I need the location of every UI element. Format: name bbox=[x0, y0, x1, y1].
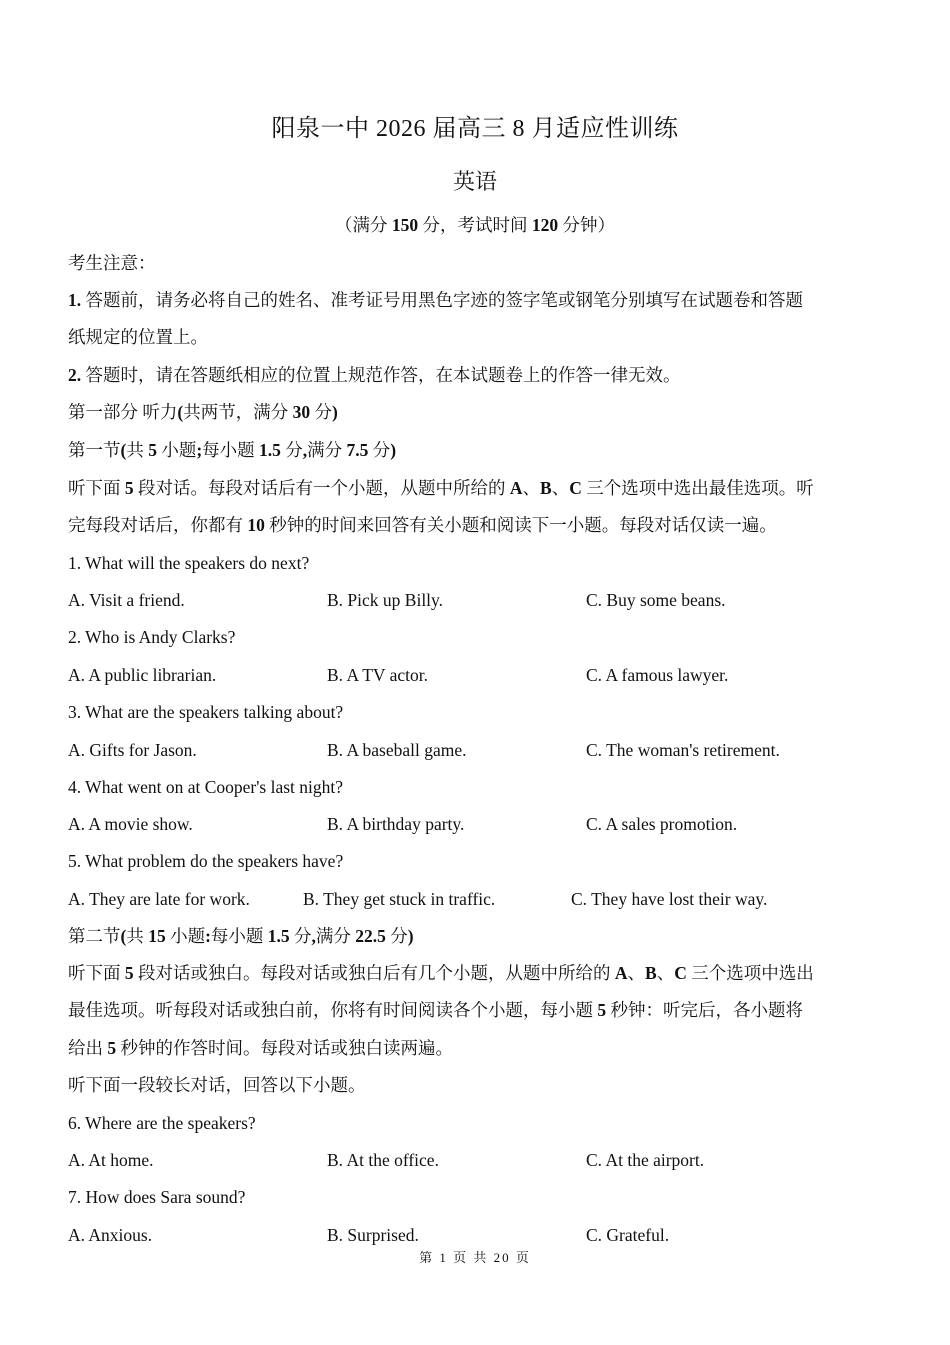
question-1: 1. What will the speakers do next? bbox=[68, 553, 310, 573]
question-5: 5. What problem do the speakers have? bbox=[68, 851, 344, 871]
question-4: 4. What went on at Cooper's last night? bbox=[68, 777, 344, 797]
q1-option-a: A. Visit a friend. bbox=[68, 590, 185, 610]
subject-title: 英语 bbox=[452, 169, 497, 194]
q2-option-b: B. A TV actor. bbox=[327, 665, 428, 685]
notice-item-1-cont: 纸规定的位置上。 bbox=[68, 327, 208, 347]
score-note-close: 分钟） bbox=[558, 215, 615, 235]
q6-option-c: C. At the airport. bbox=[586, 1150, 705, 1170]
question-7: 7. How does Sara sound? bbox=[68, 1187, 246, 1207]
section2-sub-instructions: 听下面一段较长对话，回答以下小题。 bbox=[68, 1075, 366, 1095]
q4-option-a: A. A movie show. bbox=[68, 814, 193, 834]
q1-option-c: C. Buy some beans. bbox=[586, 590, 726, 610]
score-note-open: （满分 bbox=[335, 215, 392, 235]
section1-instructions-line1: 听下面 5 段对话。每段对话后有一个小题，从题中所给的 A、B、C 三个选项中选出最佳选项。听 bbox=[68, 478, 814, 498]
q6-option-b: B. At the office. bbox=[327, 1150, 439, 1170]
notice-item-1 bbox=[68, 288, 803, 312]
q5-option-a: A. They are late for work. bbox=[68, 889, 250, 909]
full-score: 150 bbox=[391, 215, 419, 235]
score-note-mid: 分，考试时间 bbox=[418, 215, 532, 235]
page-footer: 第 1 页 共 20 页 bbox=[419, 1250, 531, 1265]
q5-option-b: B. They get stuck in traffic. bbox=[303, 889, 496, 909]
q4-option-c: C. A sales promotion. bbox=[586, 814, 738, 834]
section1-instructions-line2: 完每段对话后，你都有 10 秒钟的时间来回答有关小题和阅读下一小题。每段对话仅读一遍。 bbox=[68, 515, 777, 535]
part1-heading: 第一部分 听力(共两节，满分 30 分) bbox=[68, 402, 338, 422]
section2-heading: 第二节(共 15 小题:每小题 1.5 分,满分 22.5 分) bbox=[68, 926, 414, 946]
q3-option-c: C. The woman's retirement. bbox=[586, 740, 780, 760]
exam-minutes: 120 bbox=[531, 215, 559, 235]
q1-option-b: B. Pick up Billy. bbox=[327, 590, 444, 610]
section2-instructions-line3: 给出 5 秒钟的作答时间。每段对话或独白读两遍。 bbox=[68, 1038, 453, 1058]
q2-option-a: A. A public librarian. bbox=[68, 665, 217, 685]
q7-option-c: C. Grateful. bbox=[586, 1225, 670, 1245]
notice-heading: 考生注意： bbox=[68, 253, 156, 273]
q7-option-a: A. Anxious. bbox=[68, 1225, 153, 1245]
exam-title: 阳泉一中 2026 届高三 8 月适应性训练 bbox=[271, 116, 679, 142]
section2-instructions-line1: 听下面 5 段对话或独白。每段对话或独白后有几个小题，从题中所给的 A、B、C 三个选项中选出 bbox=[68, 963, 814, 983]
q5-option-c: C. They have lost their way. bbox=[571, 889, 768, 909]
q7-option-b: B. Surprised. bbox=[327, 1225, 419, 1245]
notice-item-1-number: 1. bbox=[68, 290, 82, 310]
q2-option-c: C. A famous lawyer. bbox=[586, 665, 729, 685]
section2-instructions-line2: 最佳选项。听每段对话或独白前，你将有时间阅读各个小题，每小题 5 秒钟：听完后，各小题将 bbox=[68, 1000, 803, 1020]
q4-option-b: B. A birthday party. bbox=[327, 814, 465, 834]
notice-item-2-text: 答题时，请在答题纸相应的位置上规范作答，在本试题卷上的作答一律无效。 bbox=[81, 365, 681, 385]
question-3: 3. What are the speakers talking about? bbox=[68, 702, 344, 722]
q3-option-a: A. Gifts for Jason. bbox=[68, 740, 197, 760]
question-2: 2. Who is Andy Clarks? bbox=[68, 627, 236, 647]
q6-option-a: A. At home. bbox=[68, 1150, 154, 1170]
notice-item-1-text: 答题前，请务必将自己的姓名、准考证号用黑色字迹的签字笔或钢笔分别填写在试题卷和答题 bbox=[81, 290, 803, 310]
section1-heading: 第一节(共 5 小题;每小题 1.5 分,满分 7.5 分) bbox=[68, 440, 397, 460]
notice-item-2-number: 2. bbox=[68, 365, 82, 385]
question-6: 6. Where are the speakers? bbox=[68, 1113, 256, 1133]
notice-item-2 bbox=[68, 363, 681, 387]
score-note bbox=[0, 213, 950, 237]
q3-option-b: B. A baseball game. bbox=[327, 740, 467, 760]
